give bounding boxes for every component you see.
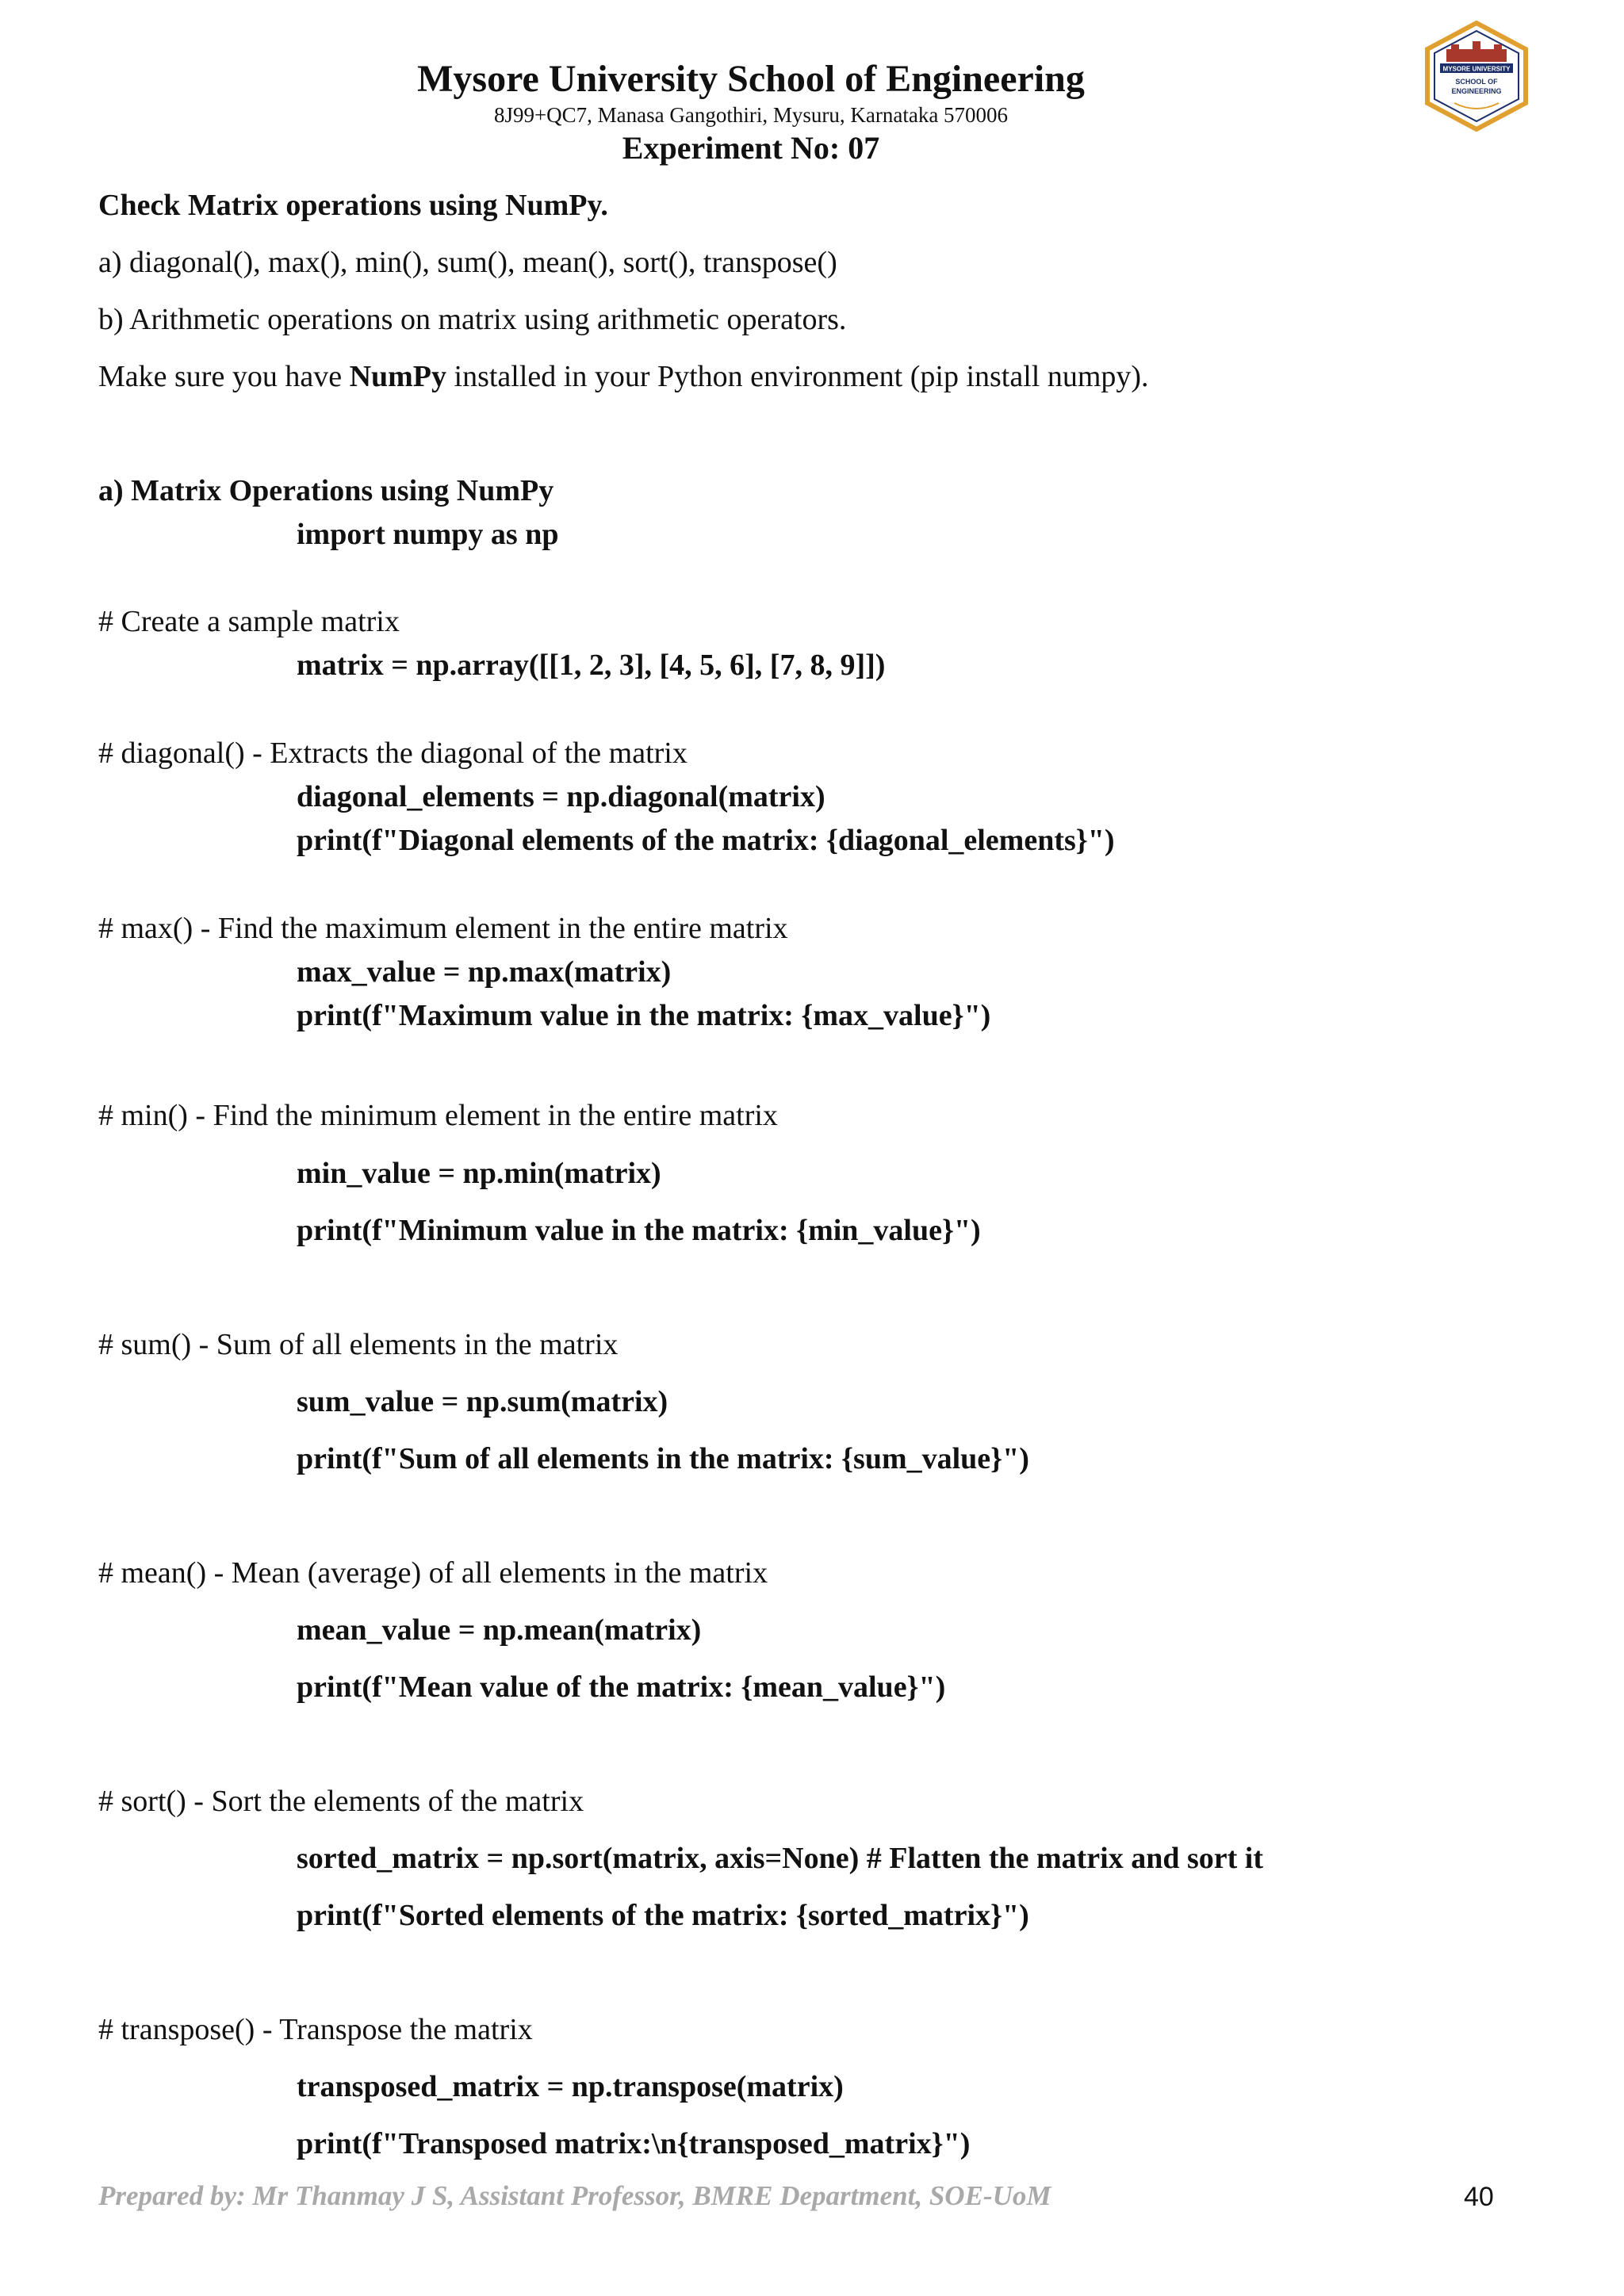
- code-line: transposed_matrix = np.transpose(matrix): [297, 2070, 844, 2103]
- section-a-heading: a) Matrix Operations using NumPy: [98, 474, 554, 507]
- code-comment: # mean() - Mean (average) of all elements in the matrix: [98, 1556, 768, 1590]
- building-icon: [1446, 49, 1507, 62]
- objective-b: b) Arithmetic operations on matrix using arithmetic operators.: [98, 303, 847, 336]
- code-line: min_value = np.min(matrix): [297, 1157, 661, 1190]
- code-line: print(f"Maximum value in the matrix: {max_value}"): [297, 999, 991, 1032]
- experiment-number: Experiment No: 07: [622, 130, 880, 166]
- code-comment: # max() - Find the maximum element in the entire matrix: [98, 912, 788, 945]
- code-comment: # transpose() - Transpose the matrix: [98, 2013, 533, 2046]
- page-number: 40: [1464, 2182, 1494, 2212]
- code-line: max_value = np.max(matrix): [297, 955, 672, 989]
- code-comment: # min() - Find the minimum element in the entire matrix: [98, 1099, 778, 1132]
- code-line-import: import numpy as np: [297, 518, 559, 551]
- svg-text:MYSORE UNIVERSITY: MYSORE UNIVERSITY: [1442, 65, 1511, 73]
- install-note: Make sure you have NumPy installed in your Python environment (pip install numpy).: [98, 360, 1149, 393]
- code-line: print(f"Diagonal elements of the matrix: {diagonal_elements}"): [297, 824, 1115, 857]
- code-line: sum_value = np.sum(matrix): [297, 1385, 668, 1418]
- code-comment: # diagonal() - Extracts the diagonal of the matrix: [98, 737, 688, 770]
- university-logo: [1423, 21, 1530, 132]
- svg-text:SCHOOL OF: SCHOOL OF: [1455, 78, 1498, 86]
- institution-title: Mysore University School of Engineering: [417, 58, 1085, 100]
- aim-text: Check Matrix operations using NumPy.: [98, 189, 608, 222]
- code-line: print(f"Sorted elements of the matrix: {sorted_matrix}"): [297, 1899, 1029, 1932]
- code-line: print(f"Sum of all elements in the matrix: {sum_value}"): [297, 1442, 1029, 1475]
- objective-a: a) diagonal(), max(), min(), sum(), mean(), sort(), transpose(): [98, 246, 837, 279]
- code-line: sorted_matrix = np.sort(matrix, axis=None) # Flatten the matrix and sort it: [297, 1842, 1264, 1875]
- svg-text:ENGINEERING: ENGINEERING: [1451, 87, 1502, 95]
- code-comment: # Create a sample matrix: [98, 605, 400, 638]
- code-line: print(f"Mean value of the matrix: {mean_value}"): [297, 1670, 946, 1704]
- code-line: print(f"Minimum value in the matrix: {min_value}"): [297, 1214, 981, 1247]
- code-line: mean_value = np.mean(matrix): [297, 1613, 702, 1647]
- institution-address: 8J99+QC7, Manasa Gangothiri, Mysuru, Karnataka 570006: [493, 103, 1009, 127]
- code-line: print(f"Transposed matrix:\n{transposed_matrix}"): [297, 2127, 971, 2160]
- code-comment: # sort() - Sort the elements of the matrix: [98, 1785, 584, 1818]
- code-line: diagonal_elements = np.diagonal(matrix): [297, 780, 825, 813]
- code-comment: # sum() - Sum of all elements in the matrix: [98, 1328, 619, 1361]
- footer-prepared-by: Prepared by: Mr Thanmay J S, Assistant Professor, BMRE Department, SOE-UoM: [98, 2180, 1051, 2211]
- code-line: matrix = np.array([[1, 2, 3], [4, 5, 6], [7, 8, 9]]): [297, 649, 886, 682]
